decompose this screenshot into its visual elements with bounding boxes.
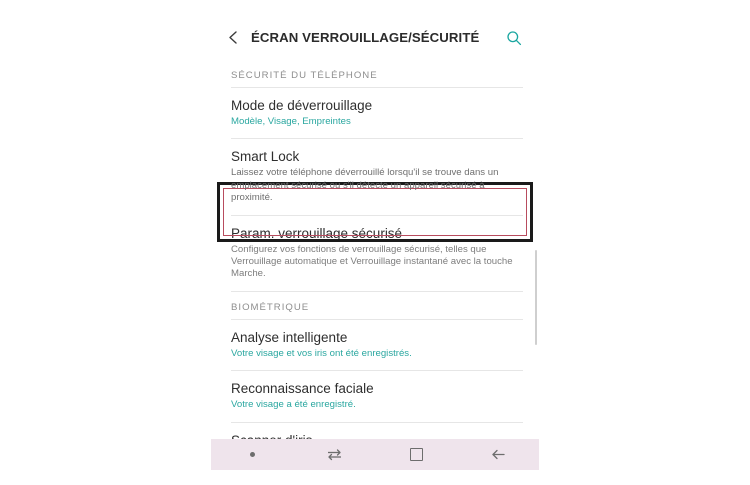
list-item-subtitle: Laissez votre téléphone déverrouillé lorsqu'il se trouve dans un emplacement sécurisé ou s'il détecte un appareil sécurisé à proximité.: [231, 167, 499, 204]
list-item-subtitle: Configurez vos fonctions de verrouillage sécurisé, telles que Verrouillage automatique et Verrouillage instantané avec la touche Marche.: [231, 243, 513, 280]
system-navigation-bar: [211, 439, 539, 470]
list-item-title: Analyse intelligente: [231, 329, 348, 345]
section-header-phone-security: SÉCURITÉ DU TÉLÉPHONE: [231, 70, 378, 81]
arrow-left-icon[interactable]: [474, 439, 522, 470]
search-icon[interactable]: [503, 27, 525, 49]
chevron-left-icon[interactable]: [223, 28, 243, 48]
section-header-biometrics: BIOMÉTRIQUE: [231, 301, 310, 313]
scrollbar[interactable]: [535, 250, 537, 345]
list-item-secure-lock-settings[interactable]: [211, 216, 539, 291]
dot-icon[interactable]: [228, 439, 276, 470]
list-item-title: Mode de déverrouillage: [231, 98, 373, 113]
list-item-unlock-mode[interactable]: [211, 88, 539, 138]
square-icon[interactable]: [392, 439, 440, 470]
list-item-title: Smart Lock: [231, 149, 300, 165]
list-item-subtitle: Votre visage et vos iris ont été enregistrés.: [231, 347, 412, 359]
list-item-intelligent-scan[interactable]: [211, 320, 539, 370]
list-item-smart-lock[interactable]: [211, 139, 539, 214]
list-item-title: Reconnaissance faciale: [231, 381, 374, 397]
list-item-subtitle: Modèle, Visage, Empreintes: [231, 116, 351, 127]
settings-list[interactable]: [211, 60, 539, 439]
list-item-title: Param. verrouillage sécurisé: [231, 225, 403, 241]
swap-arrows-icon[interactable]: [310, 439, 358, 470]
list-item-face-recognition[interactable]: [211, 371, 539, 421]
app-header: [211, 15, 539, 60]
page-title: ÉCRAN VERROUILLAGE/SÉCURITÉ: [251, 30, 480, 45]
phone-screen: [211, 15, 539, 470]
list-item-subtitle: Votre visage a été enregistré.: [231, 399, 356, 411]
